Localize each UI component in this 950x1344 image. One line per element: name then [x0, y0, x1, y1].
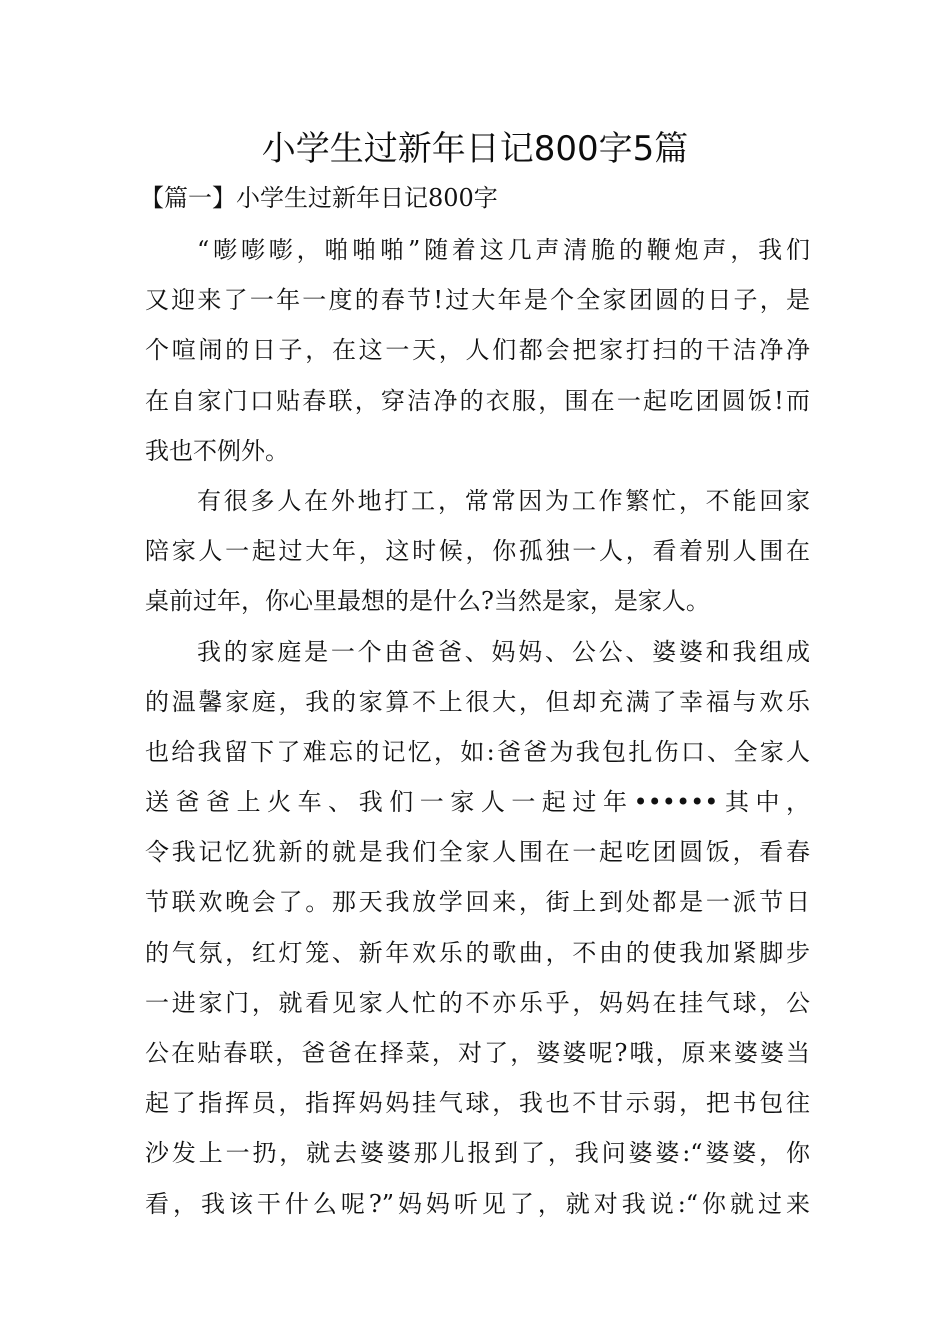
text-line: 桌前过年，你心里最想的是什么?当然是家，是家人。	[145, 587, 710, 616]
text-line: 陪家人一起过大年，这时候，你孤独一人，看着别人围在	[145, 537, 810, 566]
text-line: 又迎来了一年一度的春节!过大年是个全家团圆的日子，是	[145, 286, 810, 315]
text-line: 的气氛，红灯笼、新年欢乐的歌曲，不由的使我加紧脚步	[145, 938, 810, 967]
text-line: “嘭嘭嘭，啪啪啪”随着这几声清脆的鞭炮声，我们	[197, 236, 810, 264]
text-line: 我也不例外。	[145, 436, 289, 465]
text-line: 公在贴春联，爸爸在择菜，对了，婆婆呢?哦，原来婆婆当	[145, 1039, 810, 1067]
article-body	[145, 225, 810, 1229]
document-title: 小学生过新年日记800字5篇	[261, 129, 689, 169]
text-line: 送爸爸上火车、我们一家人一起过年••••••其中，	[145, 788, 810, 817]
section-heading: 【篇一】小学生过新年日记800字	[140, 184, 498, 212]
text-line: 的温馨家庭，我的家算不上很大，但却充满了幸福与欢乐	[145, 687, 810, 716]
text-line: 看，我该干什么呢?”妈妈听见了，就对我说:“你就过来	[145, 1189, 810, 1218]
text-line: 在自家门口贴春联，穿洁净的衣服，围在一起吃团圆饭!而	[145, 386, 810, 415]
text-line: 沙发上一扔，就去婆婆那儿报到了，我问婆婆:“婆婆，你	[145, 1139, 810, 1168]
text-line: 有很多人在外地打工，常常因为工作繁忙，不能回家	[197, 486, 810, 515]
text-line: 个喧闹的日子，在这一天，人们都会把家打扫的干洁净净	[145, 336, 810, 365]
text-line: 起了指挥员，指挥妈妈挂气球，我也不甘示弱，把书包往	[145, 1089, 810, 1118]
text-line: 一进家门，就看见家人忙的不亦乐乎，妈妈在挂气球，公	[145, 988, 810, 1017]
text-line: 我的家庭是一个由爸爸、妈妈、公公、婆婆和我组成	[197, 637, 810, 666]
text-line: 也给我留下了难忘的记忆，如:爸爸为我包扎伤口、全家人	[145, 737, 810, 766]
text-line: 令我记忆犹新的就是我们全家人围在一起吃团圆饭，看春	[145, 838, 810, 867]
text-line: 节联欢晚会了。那天我放学回来，街上到处都是一派节日	[145, 888, 810, 917]
